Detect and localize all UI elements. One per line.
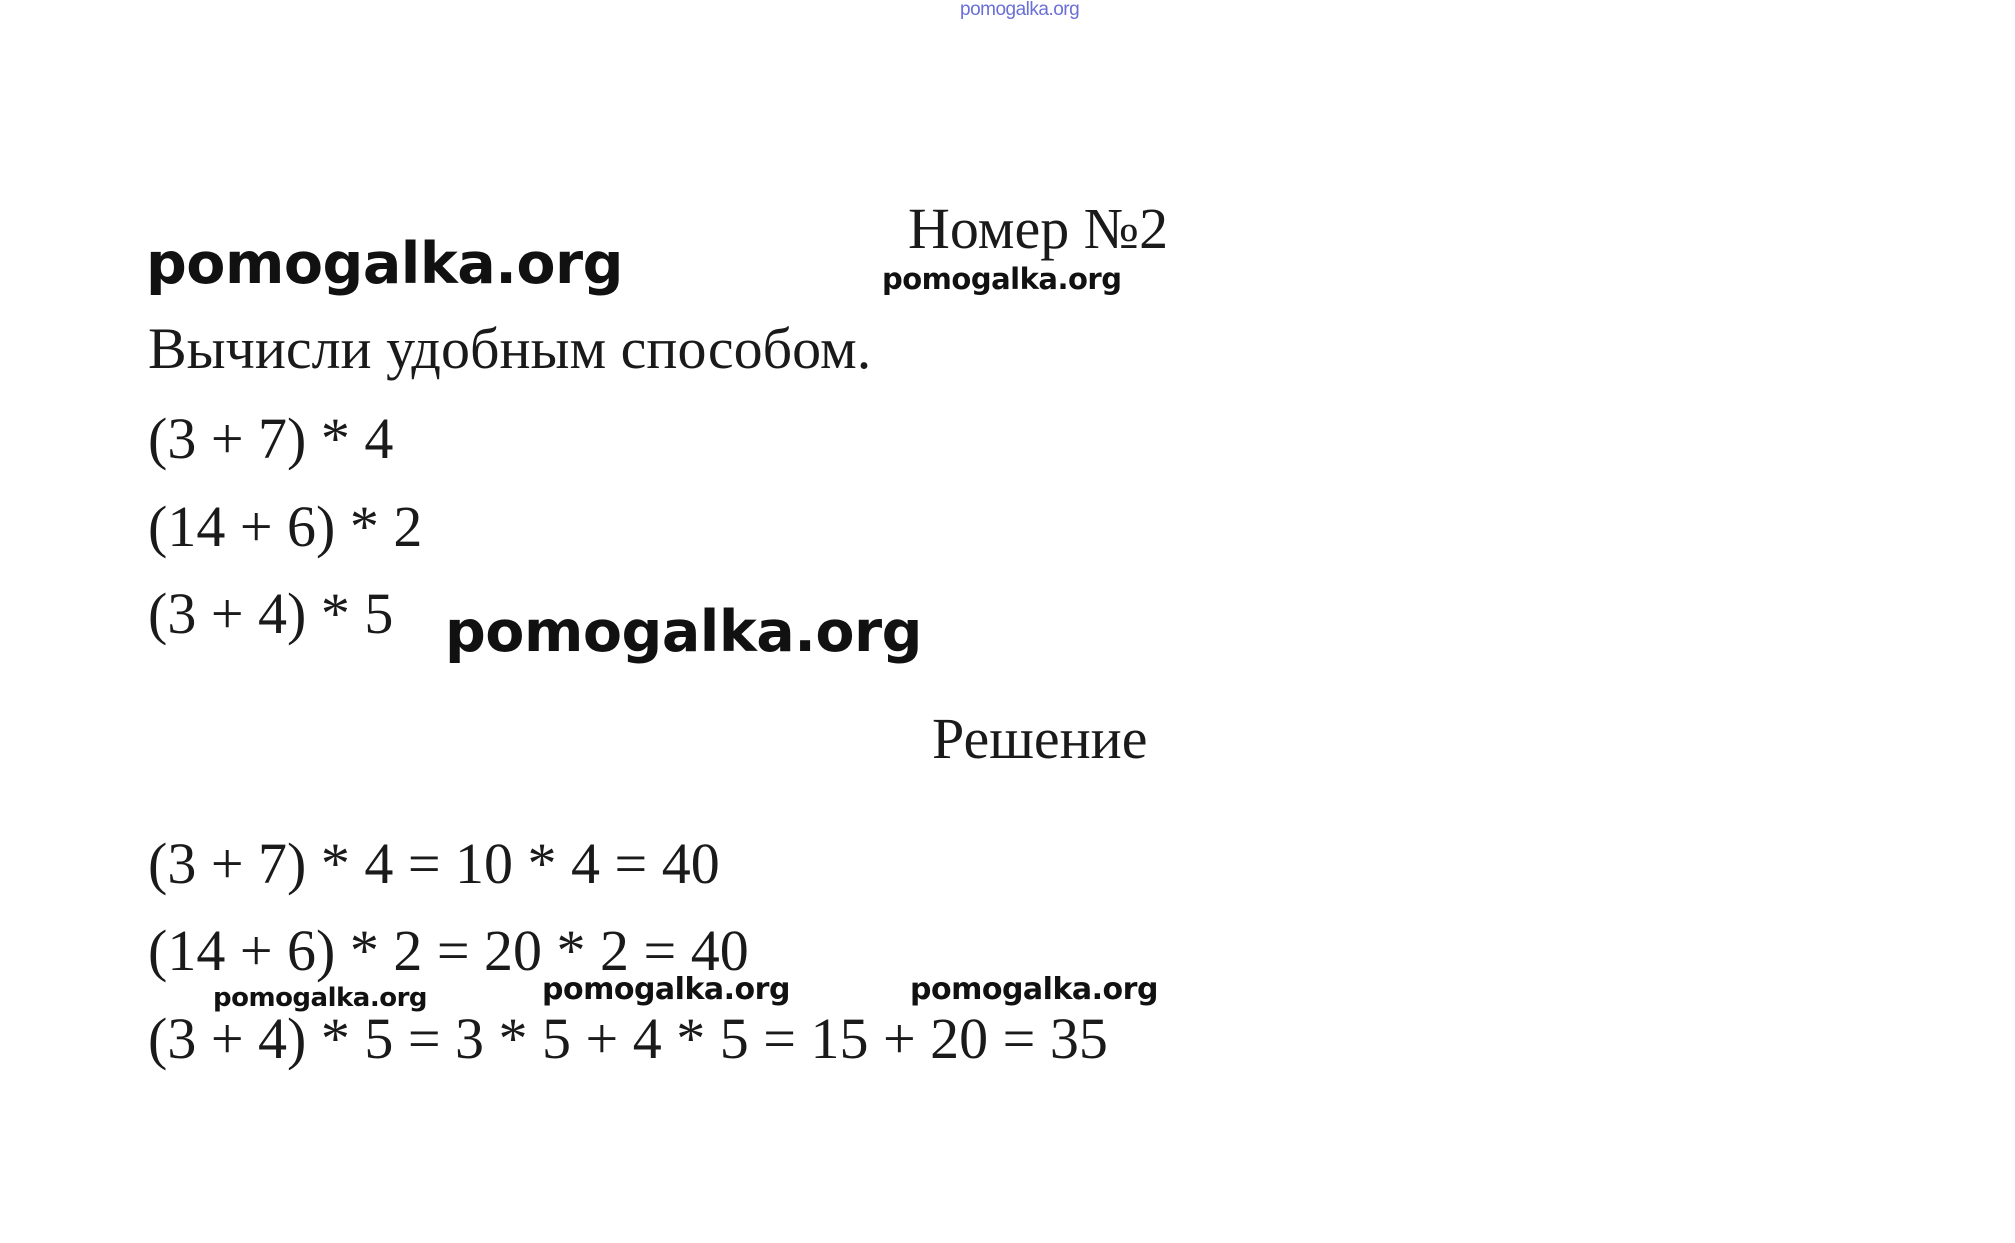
watermark-top: pomogalka.org [960,0,1080,20]
expression-1: (3 + 7) * 4 [148,406,394,471]
watermark-small-3: pomogalka.org [542,972,790,1007]
problem-title: Номер №2 [908,196,1169,261]
solution-line-3: (3 + 4) * 5 = 3 * 5 + 4 * 5 = 15 + 20 = 35 [148,1006,1108,1071]
watermark-small-1: pomogalka.org [882,262,1122,296]
watermark-large-2: pomogalka.org [445,599,922,665]
expression-3: (3 + 4) * 5 [148,581,394,646]
expression-2: (14 + 6) * 2 [148,494,423,559]
watermark-small-4: pomogalka.org [910,972,1158,1007]
watermark-small-2: pomogalka.org [213,983,428,1013]
solution-line-1: (3 + 7) * 4 = 10 * 4 = 40 [148,831,720,896]
solution-title: Решение [932,706,1148,771]
solution-line-2: (14 + 6) * 2 = 20 * 2 = 40 [148,918,749,983]
task-text: Вычисли удобным способом. [148,316,872,381]
watermark-large-1: pomogalka.org [146,231,623,297]
